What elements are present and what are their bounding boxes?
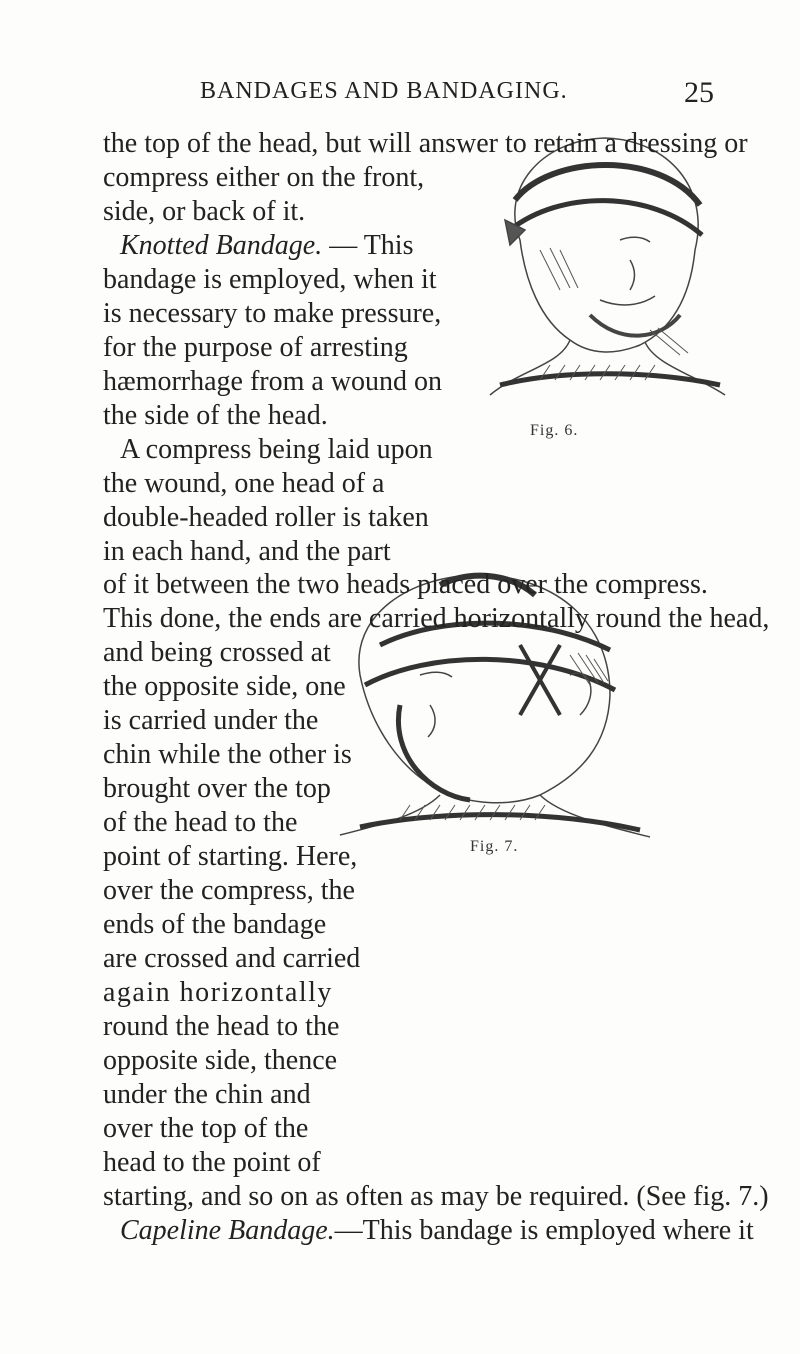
page-number: 25: [684, 76, 714, 109]
text-line-27: round the head to the: [103, 1011, 340, 1042]
text-line-20: brought over the top: [103, 773, 331, 804]
text-line-7: for the purpose of arresting: [103, 332, 408, 363]
text-line-29: under the chin and: [103, 1079, 311, 1110]
text-line-24: ends of the bandage: [103, 909, 327, 940]
text-line-33-rest: —This bandage is employed where it: [334, 1215, 754, 1246]
text-line-3: side, or back of it.: [103, 196, 306, 227]
text-line-33: [120, 1214, 754, 1247]
figure-6-caption: Fig. 6.: [530, 422, 579, 439]
text-line-18: is carried under the: [103, 705, 319, 736]
text-line-31: head to the point of: [103, 1147, 321, 1178]
text-line-6: is necessary to make pressure,: [103, 298, 442, 329]
text-line-14: of it between the two heads placed over the compress.: [103, 569, 708, 600]
text-line-15: This done, the ends are carried horizontally round the head,: [103, 603, 770, 634]
text-line-9: the side of the head.: [103, 400, 328, 431]
text-line-11: the wound, one head of a: [103, 468, 385, 499]
text-line-2: compress either on the front,: [103, 162, 425, 193]
text-line-25: are crossed and carried: [103, 943, 361, 974]
text-line-16: and being crossed at: [103, 637, 331, 668]
text-line-12: double-headed roller is taken: [103, 502, 429, 533]
text-line-19: chin while the other is: [103, 739, 352, 770]
text-line-23: over the compress, the: [103, 875, 355, 906]
knotted-bandage-heading: Knotted Bandage.: [120, 230, 323, 261]
text-line-30: over the top of the: [103, 1113, 309, 1144]
text-line-5: bandage is employed, when it: [103, 264, 437, 295]
figure-6: [480, 130, 730, 439]
text-line-22: point of starting. Here,: [103, 841, 358, 872]
capeline-bandage-heading: Capeline Bandage.: [120, 1215, 335, 1246]
text-line-28: opposite side, thence: [103, 1045, 338, 1076]
text-line-10: A compress being laid upon: [120, 434, 433, 465]
text-line-8: hæmorrhage from a wound on: [103, 366, 443, 397]
figure-7-caption: Fig. 7.: [470, 838, 519, 855]
text-line-13: in each hand, and the part: [103, 536, 391, 567]
text-line-1-content: the top of the head, but will answer to retain a dressing or: [103, 128, 748, 159]
running-header: [0, 78, 800, 118]
text-line-21: of the head to the: [103, 807, 298, 838]
text-line-26: again horizontally: [103, 977, 333, 1008]
figure-6-illustration: [480, 130, 730, 410]
running-title: BANDAGES AND BANDAGING.: [200, 78, 568, 104]
text-line-1: [103, 127, 748, 160]
text-line-32: starting, and so on as often as may be required. (See fig. 7.): [103, 1181, 769, 1212]
text-line-4: [120, 229, 413, 262]
text-line-4-rest: — This: [322, 230, 414, 261]
text-line-17: the opposite side, one: [103, 671, 346, 702]
